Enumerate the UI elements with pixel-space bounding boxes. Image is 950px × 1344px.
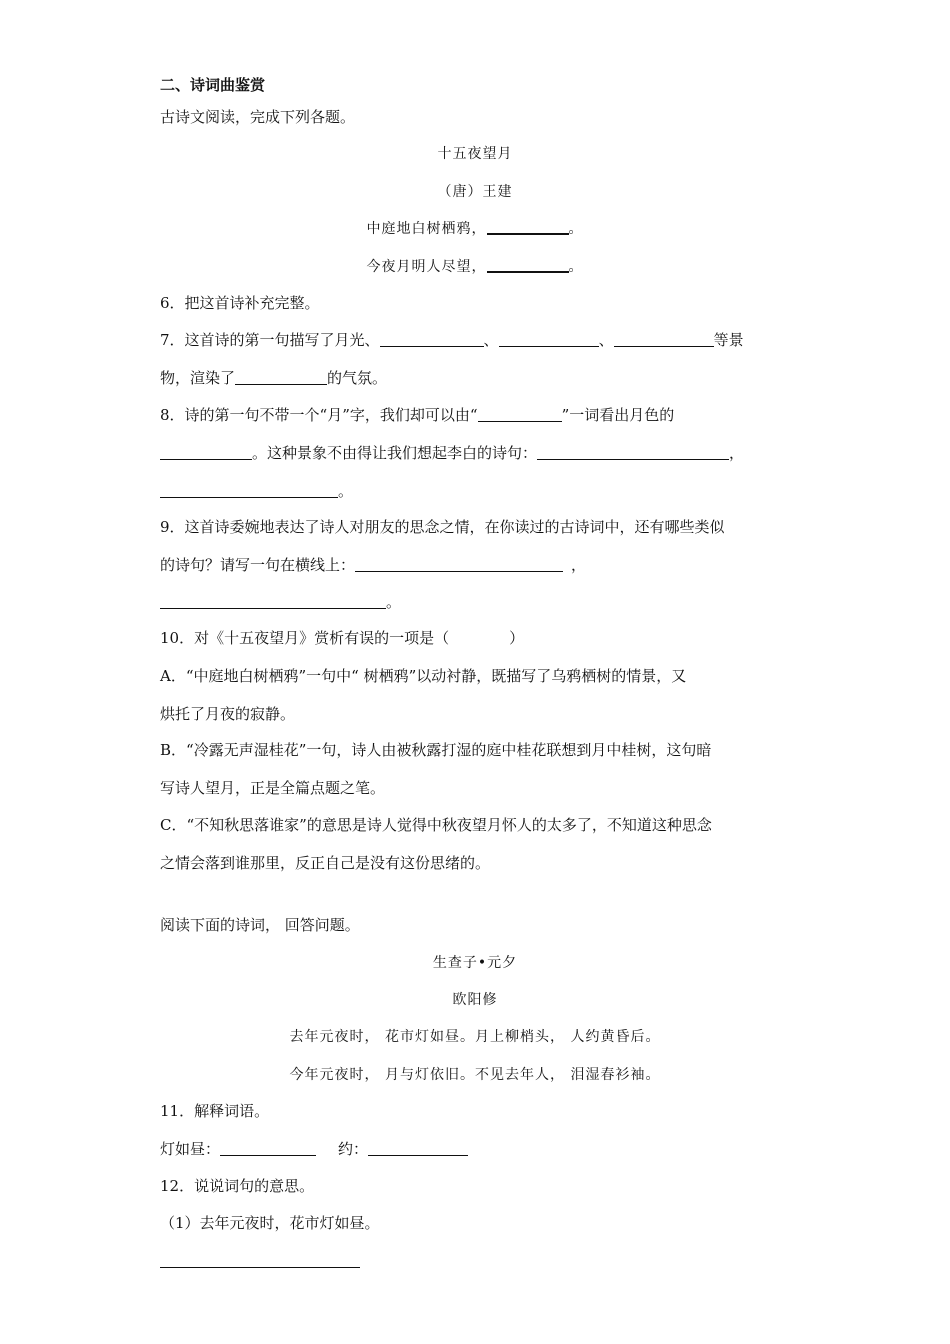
q7-text-a: 7．这首诗的第一句描写了月光、 — [160, 331, 380, 349]
poem1-line2-blank[interactable] — [487, 257, 569, 273]
poem1-title: 十五夜望月 — [437, 146, 513, 162]
q10-option-c-line2: 之情会落到谁那里，反正自己是没有这份思绪的。 — [160, 854, 491, 872]
poem2-line1: 去年元夜时， 花市灯如昼。月上柳梢头， 人约黄昏后。 — [289, 1029, 661, 1045]
reading-instruction-2: 阅读下面的诗词， 回答问题。 — [160, 916, 360, 934]
q8-blank-1[interactable] — [478, 407, 562, 422]
q8-text-b: ”一词看出月色的 — [561, 406, 675, 424]
q11-blank-2[interactable] — [368, 1141, 468, 1156]
question-8-line1 — [160, 404, 674, 426]
poem1-line2-end: 。 — [568, 259, 584, 275]
q11-blank-1[interactable] — [220, 1141, 316, 1156]
q8-blank-3[interactable] — [537, 445, 729, 460]
q10-option-b-line2: 写诗人望月，正是全篇点题之笔。 — [160, 779, 386, 797]
question-12-answer-line — [160, 1250, 360, 1272]
poem1-line1-blank[interactable] — [487, 219, 569, 235]
q10-option-c-line1: C．“不知秋思落谁家”的意思是诗人觉得中秋夜望月怀人的太多了，不知道这种思念 — [160, 816, 712, 834]
q7-sep-1: 、 — [483, 331, 499, 349]
question-11-words — [160, 1138, 468, 1160]
q8-blank-4[interactable] — [160, 483, 338, 498]
question-10-stem: 10．对《十五夜望月》赏析有误的一项是（ ） — [160, 629, 525, 647]
poem1-line2-text: 今夜月明人尽望， — [366, 259, 487, 275]
question-7-line1 — [160, 329, 744, 351]
q8-text-c: 。这种景象不由得让我们想起李白的诗句： — [252, 444, 538, 462]
q8-comma: ， — [729, 444, 745, 462]
question-9-line3 — [160, 591, 401, 613]
question-9-line2 — [160, 554, 586, 576]
question-8-line2 — [160, 442, 744, 464]
q9-blank-1[interactable] — [355, 557, 563, 572]
poem2-title: 生查子•元夕 — [432, 955, 518, 971]
q11-word-2: 约： — [338, 1140, 369, 1158]
section-title: 二、诗词曲鉴赏 — [160, 76, 266, 94]
question-11-stem: 11．解释词语。 — [160, 1102, 270, 1120]
q9-blank-2[interactable] — [160, 594, 386, 609]
poem1-line1-end: 。 — [568, 221, 584, 237]
q9-comma: ， — [571, 556, 587, 574]
poem2-line2: 今年元夜时， 月与灯依旧。不见去年人， 泪湿春衫袖。 — [289, 1067, 661, 1083]
question-6: 6．把这首诗补充完整。 — [160, 294, 320, 312]
q7-text-d: 的气氛。 — [327, 369, 388, 387]
poem2-author: 欧阳修 — [452, 992, 498, 1008]
q7-text-b: 等景 — [713, 331, 744, 349]
q11-word-1: 灯如昼： — [160, 1140, 221, 1158]
q7-blank-1[interactable] — [380, 332, 484, 347]
q12-blank-1[interactable] — [160, 1253, 360, 1268]
question-8-line3 — [160, 480, 353, 502]
q7-blank-2[interactable] — [499, 332, 599, 347]
poem1-line1-text: 中庭地白树栖鸦， — [366, 221, 487, 237]
question-12-stem: 12．说说词句的意思。 — [160, 1177, 315, 1195]
q7-blank-4[interactable] — [235, 370, 327, 385]
poem1-author: （唐）王建 — [437, 184, 513, 200]
q7-blank-3[interactable] — [614, 332, 714, 347]
q8-text-a: 8．诗的第一句不带一个“月”字，我们却可以由“ — [160, 406, 478, 424]
q9-text-b: 的诗句？请写一句在横线上： — [160, 556, 356, 574]
q7-sep-2: 、 — [598, 331, 614, 349]
question-9-line1: 9．这首诗委婉地表达了诗人对朋友的思念之情，在你读过的古诗词中，还有哪些类似 — [160, 518, 725, 536]
question-7-line2 — [160, 367, 387, 389]
q7-text-c: 物，渲染了 — [160, 369, 236, 387]
poem1-line2 — [0, 256, 950, 278]
q10-option-a-line2: 烘托了月夜的寂静。 — [160, 705, 296, 723]
q10-option-a-line1: A．“中庭地白树栖鸦”一句中“ 树栖鸦”以动衬静，既描写了乌鸦栖树的情景，又 — [160, 667, 687, 685]
q9-end: 。 — [386, 593, 402, 611]
q8-end: 。 — [338, 482, 354, 500]
question-12-sentence-1: （1）去年元夜时，花市灯如昼。 — [160, 1214, 380, 1232]
reading-instruction: 古诗文阅读，完成下列各题。 — [160, 108, 356, 126]
poem1-line1 — [0, 218, 950, 240]
q10-option-b-line1: B．“冷露无声湿桂花”一句，诗人由被秋露打湿的庭中桂花联想到月中桂树，这句暗 — [160, 741, 712, 759]
q8-blank-2[interactable] — [160, 445, 252, 460]
